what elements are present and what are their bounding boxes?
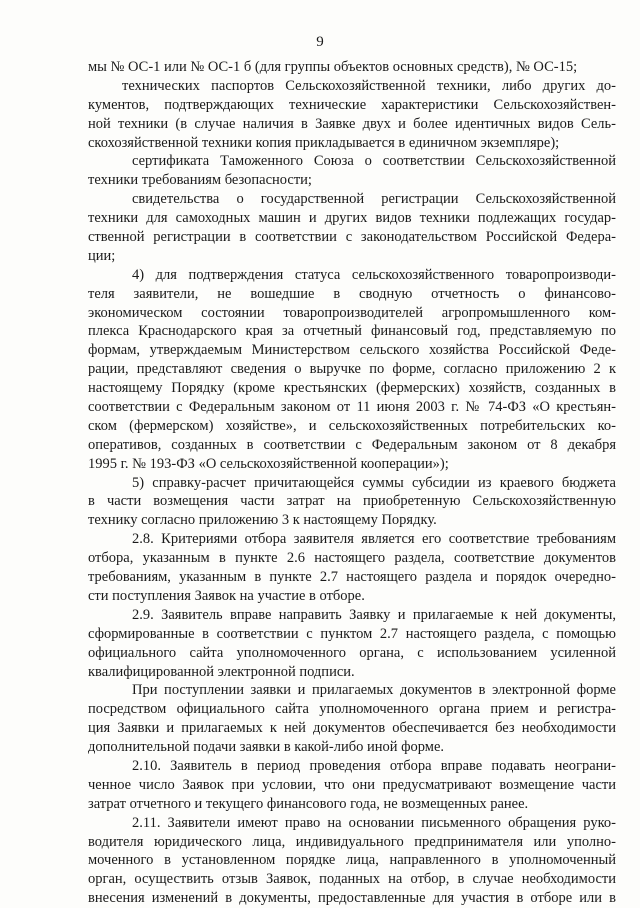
- text-line: рации, представляют сведения о выручке по форме, согласно приложению 2 к: [88, 361, 616, 378]
- text-line: 1995 г. № 193-ФЗ «О сельскохозяйственной кооперации»);: [88, 455, 449, 472]
- text-line: ском (фермерском) хозяйстве», и сельскохозяйственных потребительских ко-: [88, 417, 616, 434]
- text-line: орган, осуществить отзыв Заявок, поданных на отбор, в случае необходимости: [88, 871, 616, 888]
- text-line: 4) для подтверждения статуса сельскохозяйственного товаропроизводи-: [132, 266, 616, 283]
- text-line: оперативов, созданных в соответствии с Федеральным законом от 8 декабря: [88, 436, 616, 453]
- document-body: [88, 58, 616, 908]
- text-line: сертификата Таможенного Союза о соответствии Сельскохозяйственной: [132, 153, 616, 170]
- text-line: скохозяйственной техники копия прикладывается в единичном экземпляре);: [88, 134, 560, 151]
- text-line: затрат отчетного и текущего финансового года, не возмещенных ранее.: [88, 795, 529, 812]
- text-line: ченное число Заявок при условии, что они предусматривают возмещение части: [88, 776, 616, 793]
- text-line: настоящему Порядку (кроме крестьянских (фермерских) хозяйств, созданных в: [88, 380, 616, 397]
- text-line: 2.11. Заявители имеют право на основании письменного обращения руко-: [132, 814, 616, 831]
- paragraph: [88, 152, 616, 190]
- text-line: технику согласно приложению 3 к настоящему Порядку.: [88, 512, 437, 529]
- text-line: плекса Краснодарского края за отчетный финансовый год, представляемую по: [88, 323, 616, 340]
- text-line: ственной регистрации в соответствии с законодательством Российской Федера-: [88, 229, 616, 246]
- paragraph: [88, 530, 616, 606]
- text-line: официального сайта уполномоченного органа, с использованием усиленной: [88, 644, 616, 661]
- text-line: мы № ОС-1 или № ОС-1 б (для группы объектов основных средств), № ОС-15;: [88, 59, 578, 75]
- text-line: ция Заявки и прилагаемых к ней документов обеспечивается без необходимости: [88, 720, 616, 737]
- text-line: внесения изменений в документы, предоставленные для участия в отборе или в: [88, 890, 616, 907]
- paragraph: [88, 266, 616, 474]
- text-line: техники требованиям безопасности;: [88, 172, 312, 189]
- text-line: кументов, подтверждающих технические характеристики Сельскохозяйствен-: [88, 96, 616, 113]
- paragraph: [88, 606, 616, 682]
- text-line: дополнительной подачи заявки в какой-либо иной форме.: [88, 739, 445, 756]
- text-line: требованиям, указанным в пункте 2.7 настоящего раздела и порядок очередно-: [88, 569, 616, 586]
- paragraph: [88, 757, 616, 814]
- text-line: водителя юридического лица, индивидуального предпринимателя или уполно-: [88, 833, 616, 850]
- text-line: посредством официального сайта уполномоченного органа прием и регистра-: [88, 701, 616, 718]
- paragraph: [88, 474, 616, 531]
- text-line: в части возмещения части затрат на приобретенную Сельскохозяйственную: [88, 493, 616, 510]
- text-line: моченного в установленном порядке лица, направленного в уполномоченный: [88, 852, 616, 869]
- text-line: экономическом состоянии товаропроизводителей агропромышленного ком-: [88, 304, 616, 321]
- text-line: свидетельства о государственной регистрации Сельскохозяйственной: [132, 191, 616, 208]
- text-line: 2.8. Критериями отбора заявителя является его соответствие требованиям: [132, 531, 616, 548]
- text-line: При поступлении заявки и прилагаемых документов в электронной форме: [132, 682, 616, 699]
- paragraph: [88, 814, 616, 908]
- text-line: ции;: [88, 247, 116, 264]
- text-line: 2.10. Заявитель в период проведения отбора вправе подавать неограни-: [132, 757, 616, 774]
- text-line: 5) справку-расчет причитающейся суммы субсидии из краевого бюджета: [132, 474, 616, 491]
- text-line: отбора, указанным в пункте 2.6 настоящего раздела, соответствие документов: [88, 550, 616, 567]
- text-line: сти поступления Заявок на участие в отборе.: [88, 587, 365, 604]
- text-line: техники для самоходных машин и других видов техники подлежащих государ-: [88, 210, 616, 227]
- text-line: сформированные в соответствии с пунктом 2.7 настоящего раздела, с помощью: [88, 625, 616, 642]
- text-line: соответствии с Федеральным законом от 11 июня 2003 г. № 74-ФЗ «О крестьян-: [88, 399, 616, 416]
- paragraph: [88, 77, 616, 153]
- text-line: ной техники (в случае наличия в Заявке двух и более идентичных видов Сель-: [88, 115, 616, 132]
- text-line: квалифицированной электронной подписи.: [88, 663, 355, 680]
- text-line: технических паспортов Сельскохозяйственной техники, либо других до-: [122, 77, 616, 94]
- text-line: формам, утверждаемым Министерством сельского хозяйства Российской Феде-: [88, 342, 616, 359]
- text-line: теля заявители, не вошедшие в сводную отчетность о финансово-: [88, 285, 616, 302]
- paragraph: [88, 681, 616, 757]
- paragraph: [88, 190, 616, 266]
- text-line: 2.9. Заявитель вправе направить Заявку и прилагаемые к ней документы,: [132, 606, 616, 623]
- page-number: 9: [316, 34, 324, 50]
- paragraph: [88, 58, 616, 77]
